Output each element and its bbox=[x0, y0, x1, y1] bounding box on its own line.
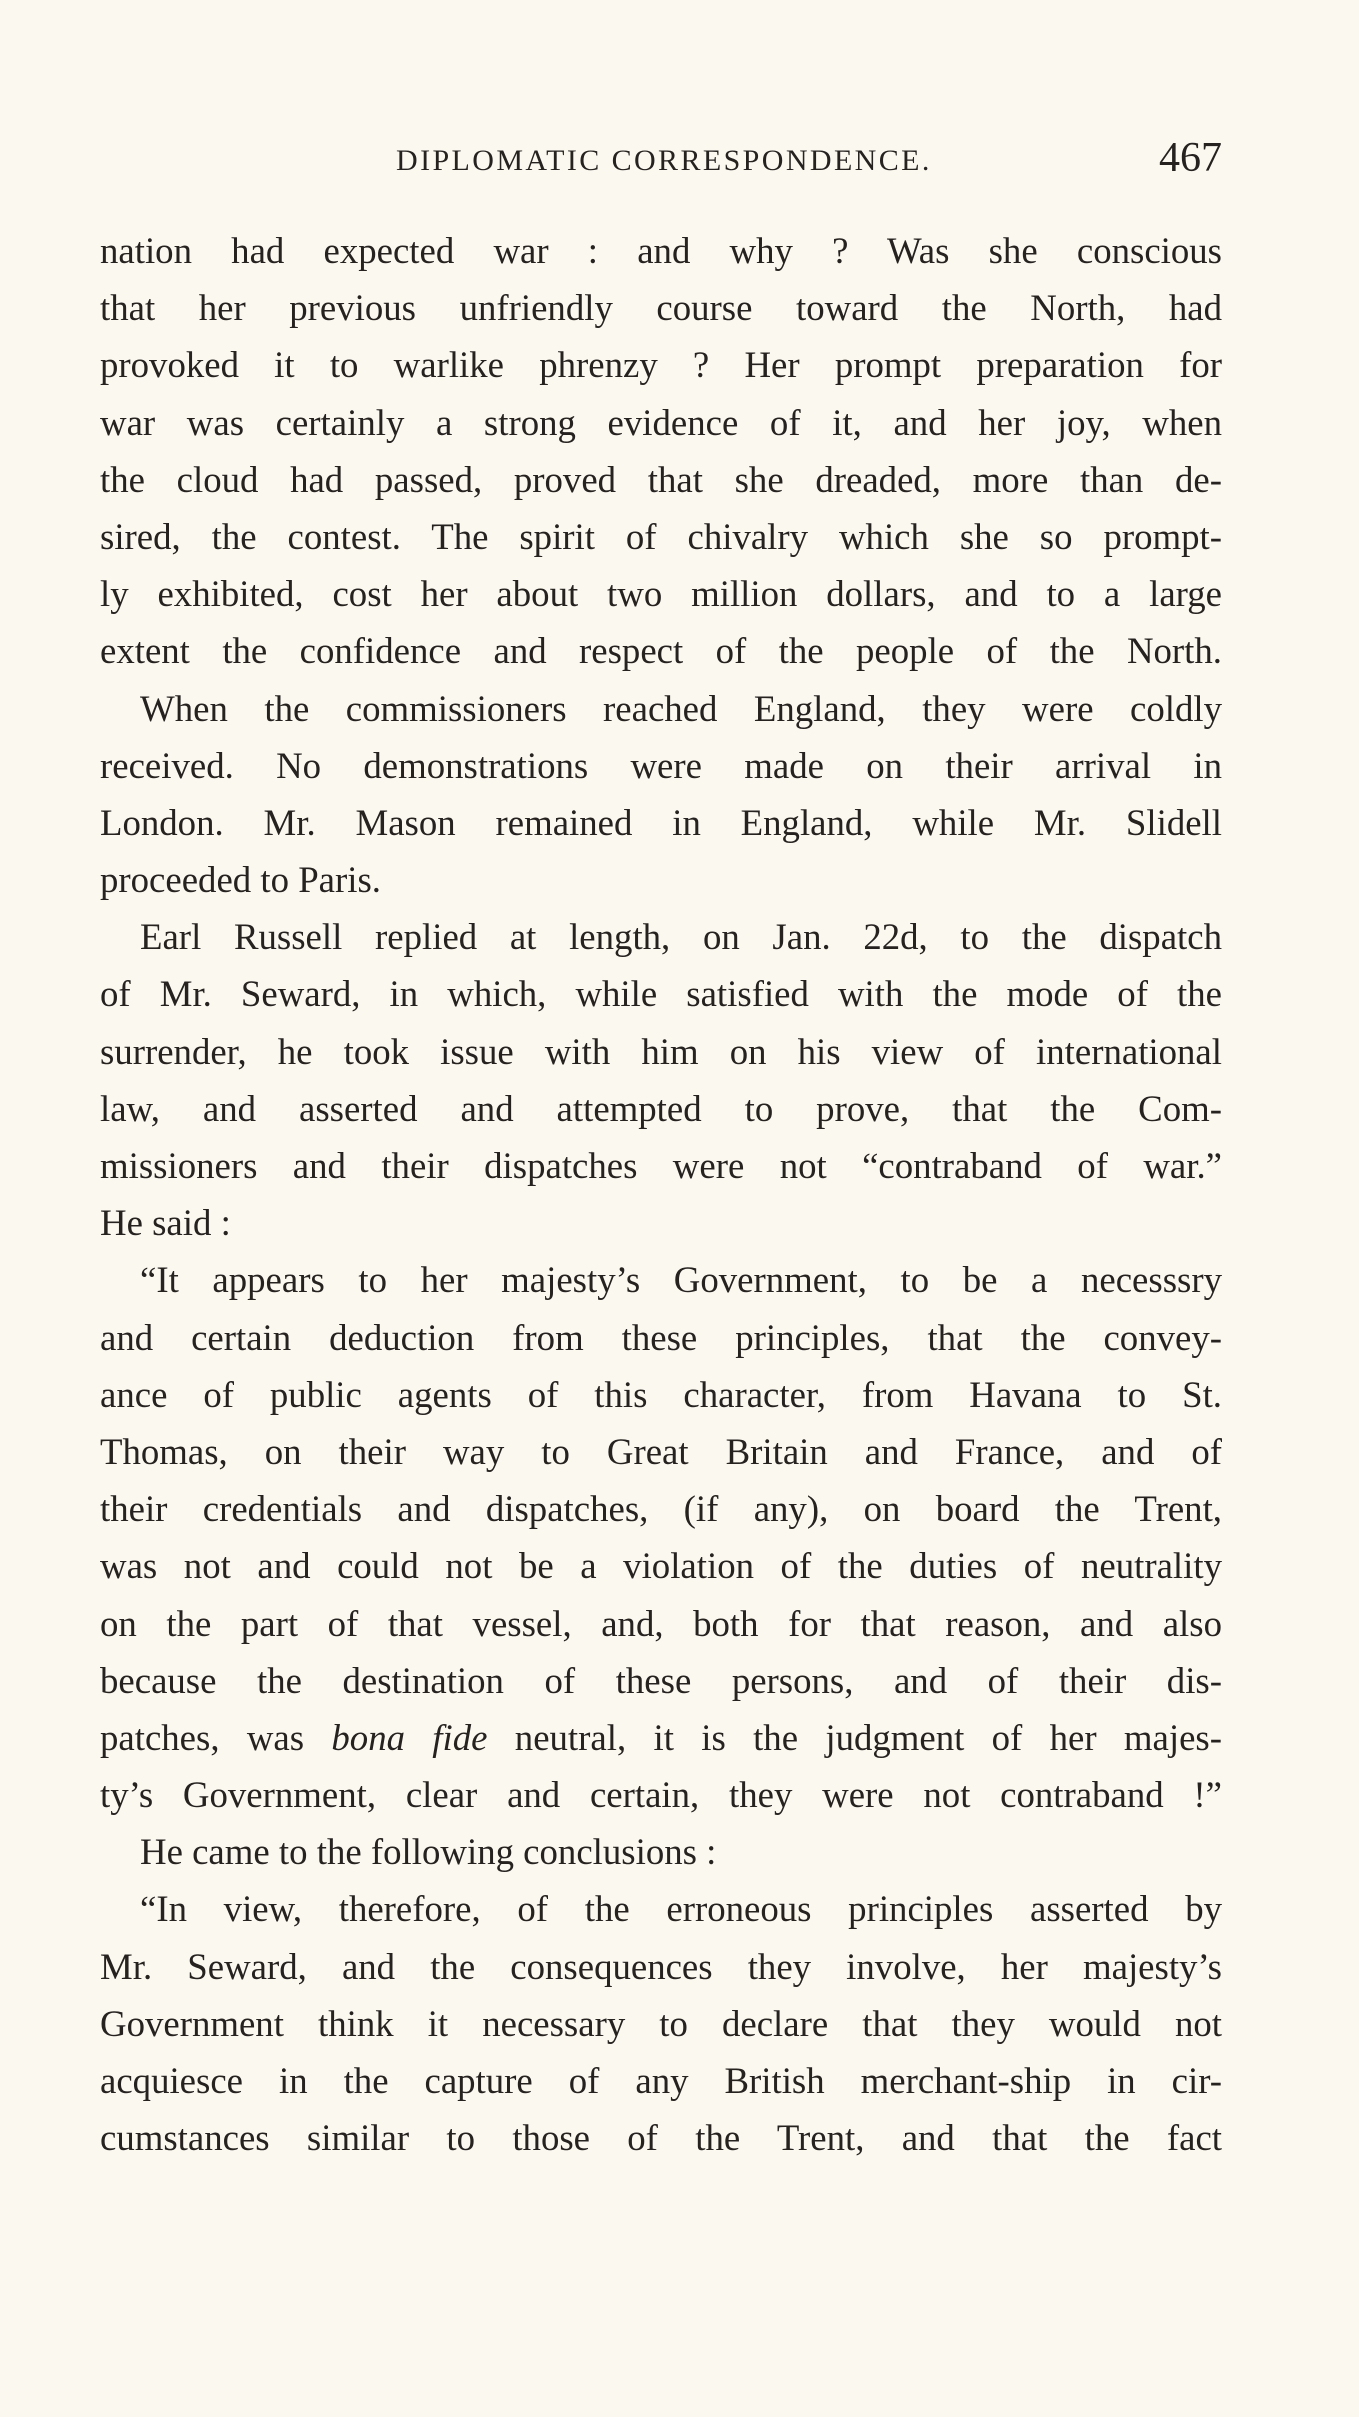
text-line bbox=[100, 1480, 1222, 1537]
text-line bbox=[100, 965, 1222, 1022]
text-line-content: nation had expected war : and why ? Was she conscious bbox=[100, 230, 1222, 271]
text-line-content: and certain deduction from these principles, that the convey- bbox=[100, 1316, 1222, 1358]
italic-phrase: bona fide bbox=[331, 1716, 488, 1758]
text-line bbox=[100, 1880, 1222, 1937]
text-line-content: Thomas, on their way to Great Britain and France, and of bbox=[100, 1430, 1222, 1472]
text-line bbox=[100, 336, 1222, 393]
text-line bbox=[100, 1537, 1222, 1594]
text-line-content: that her previous unfriendly course toward the North, had bbox=[100, 287, 1222, 329]
text-line-content: on the part of that vessel, and, both for that reason, and also bbox=[100, 1602, 1222, 1644]
text-fragment: neutral, it is the judgment of her majes- bbox=[487, 1716, 1222, 1758]
body-text bbox=[100, 222, 1222, 2166]
text-line bbox=[100, 1366, 1222, 1423]
text-line-content: cumstances similar to those of the Trent, and that the fact bbox=[100, 2117, 1222, 2159]
text-line-content: Earl Russell replied at length, on Jan. 22d, to the dispatch bbox=[140, 916, 1222, 958]
text-line bbox=[100, 394, 1222, 451]
text-line bbox=[100, 1309, 1222, 1366]
running-head bbox=[100, 135, 1222, 188]
text-line bbox=[100, 1938, 1222, 1995]
text-line-content: surrender, he took issue with him on his view of international bbox=[100, 1030, 1222, 1072]
text-line-content: Mr. Seward, and the consequences they involve, her majesty’s bbox=[100, 1945, 1222, 1987]
text-line-content: ty’s Government, clear and certain, they were not contraband !” bbox=[100, 1774, 1222, 1816]
running-title: DIPLOMATIC CORRESPONDENCE. bbox=[396, 144, 932, 177]
text-line bbox=[100, 279, 1222, 336]
text-line-content: extent the confidence and respect of the people of the North. bbox=[100, 630, 1222, 672]
text-line bbox=[100, 1023, 1222, 1080]
text-line bbox=[100, 2109, 1222, 2166]
text-line bbox=[100, 565, 1222, 622]
text-line bbox=[100, 508, 1222, 565]
text-line-content: was not and could not be a violation of the duties of neutrality bbox=[100, 1545, 1222, 1587]
text-line bbox=[100, 1823, 1222, 1880]
text-line-content: sired, the contest. The spirit of chivalry which she so prompt- bbox=[100, 515, 1222, 557]
text-line bbox=[100, 1423, 1222, 1480]
text-line-content: war was certainly a strong evidence of it, and her joy, when bbox=[100, 401, 1222, 443]
text-line-content: of Mr. Seward, in which, while satisfied with the mode of the bbox=[100, 973, 1222, 1015]
text-line bbox=[100, 737, 1222, 794]
page-number: 467 bbox=[1159, 135, 1222, 181]
text-line-content: provoked it to warlike phrenzy ? Her prompt preparation for bbox=[100, 344, 1222, 386]
text-line-content: Government think it necessary to declare that they would not bbox=[100, 2002, 1222, 2044]
text-line bbox=[100, 1652, 1222, 1709]
text-line bbox=[100, 622, 1222, 679]
text-line-content bbox=[100, 1709, 1222, 1766]
text-line-content: London. Mr. Mason remained in England, while Mr. Slidell bbox=[100, 801, 1222, 843]
text-line-content: the cloud had passed, proved that she dreaded, more than de- bbox=[100, 458, 1222, 500]
text-line bbox=[100, 222, 1222, 279]
text-fragment: patches, was bbox=[100, 1716, 332, 1758]
text-line-content: He came to the following conclusions : bbox=[140, 1831, 717, 1873]
text-line bbox=[100, 1709, 1222, 1766]
text-line bbox=[100, 1080, 1222, 1137]
text-line-content: proceeded to Paris. bbox=[100, 859, 381, 901]
text-line-content: ly exhibited, cost her about two million dollars, and to a large bbox=[100, 573, 1222, 615]
text-line bbox=[100, 451, 1222, 508]
text-line-content: their credentials and dispatches, (if any), on board the Trent, bbox=[100, 1488, 1222, 1530]
text-line bbox=[100, 851, 1222, 908]
text-line bbox=[100, 1766, 1222, 1823]
text-line-content: missioners and their dispatches were not “contraband of war.” bbox=[100, 1145, 1222, 1186]
text-line bbox=[100, 1995, 1222, 2052]
text-line-content: ance of public agents of this character, from Havana to St. bbox=[100, 1373, 1222, 1415]
text-line-content: “It appears to her majesty’s Government, to be a necesssry bbox=[140, 1259, 1222, 1301]
text-line-content: received. No demonstrations were made on their arrival in bbox=[100, 744, 1222, 786]
text-line bbox=[100, 1194, 1222, 1251]
text-line bbox=[100, 1137, 1222, 1194]
text-line-content: law, and asserted and attempted to prove, that the Com- bbox=[100, 1087, 1222, 1129]
text-line bbox=[100, 794, 1222, 851]
text-line bbox=[100, 680, 1222, 737]
text-line bbox=[100, 1595, 1222, 1652]
text-line bbox=[100, 2052, 1222, 2109]
text-line-content: He said : bbox=[100, 1202, 231, 1244]
text-line-content: When the commissioners reached England, they were coldly bbox=[140, 687, 1222, 729]
text-line-content: because the destination of these persons, and of their dis- bbox=[100, 1659, 1222, 1701]
text-line bbox=[100, 908, 1222, 965]
text-line-content: “In view, therefore, of the erroneous principles asserted by bbox=[140, 1888, 1222, 1930]
text-line-content: acquiesce in the capture of any British merchant-ship in cir- bbox=[100, 2060, 1222, 2101]
text-line bbox=[100, 1251, 1222, 1308]
